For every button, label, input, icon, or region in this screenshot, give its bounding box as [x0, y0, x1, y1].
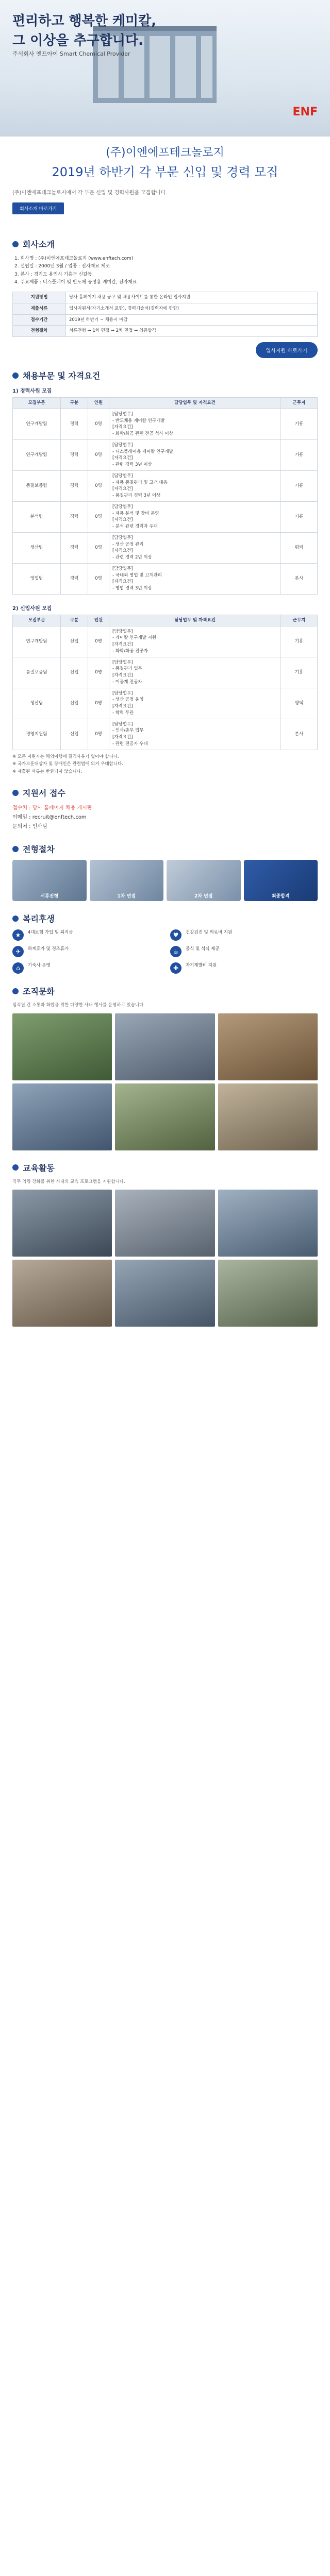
benefit-text: 자기계발비 지원: [186, 963, 217, 968]
table-cell: 0명: [88, 657, 109, 688]
table-cell: 경력: [61, 532, 88, 563]
table-cell: 연구개발팀: [13, 439, 61, 470]
table-cell: [담당업무] - 품질관리 업무 [자격요건] - 이공계 전공자: [109, 657, 281, 688]
company-logo: ENF: [292, 106, 318, 118]
edu-section: [0, 1162, 330, 1327]
benefit-item: [12, 946, 160, 957]
benefit-item: [170, 962, 318, 974]
table-cell: 경력: [61, 501, 88, 532]
culture-photo: [115, 1083, 214, 1150]
contact-title: 지원서 접수: [12, 787, 318, 799]
table-cell: 평택: [281, 532, 318, 563]
table-row: [13, 626, 318, 657]
table-row: 지원방법 당사 홈페이지 채용 공고 및 채용사이트를 통한 온라인 입사지원: [13, 292, 318, 303]
flow-step: 서류전형: [12, 860, 87, 901]
table-cell: 경력: [61, 439, 88, 470]
flow-section: [0, 843, 330, 901]
table-header-row: 모집부문 구분 인원 담당업무 및 자격요건 근무지: [13, 615, 318, 626]
table-row: [13, 563, 318, 594]
table-cell: 0명: [88, 439, 109, 470]
table-cell: 0명: [88, 409, 109, 439]
table-cell: 경력: [61, 470, 88, 501]
req-subtitle-career: 1) 경력사원 모집: [12, 388, 52, 395]
requirements-table-new: [12, 615, 318, 750]
culture-photos: [12, 1013, 318, 1150]
table-cell: [담당업무] - 생산 공정 운영 [자격요건] - 학력 무관: [109, 688, 281, 719]
table-cell: 0명: [88, 563, 109, 594]
bullet-icon: [12, 916, 19, 922]
hero-tagline-2: 그 이상을 추구합니다.: [12, 33, 144, 48]
table-cell: 신입: [61, 626, 88, 657]
table-cell: 신입: [61, 719, 88, 750]
table-cell: 기흥: [281, 626, 318, 657]
table-row: [13, 470, 318, 501]
table-row: [13, 532, 318, 563]
flow-title: 전형절차: [12, 843, 318, 855]
hero-banner: [0, 0, 330, 137]
benefit-item: [170, 946, 318, 957]
culture-photo: [12, 1083, 112, 1150]
table-row: 제출서류 입사지원서(자기소개서 포함), 경력기술서(경력자에 한함): [13, 303, 318, 314]
benefit-icon: ✚: [170, 962, 182, 974]
overview-line: 3. 본사 : 경기도 용인시 기흥구 신갈동: [14, 272, 92, 277]
table-cell: [담당업무] - 제품 품질관리 및 고객 대응 [자격요건] - 품질관리 경력 3년 이상: [109, 470, 281, 501]
table-cell: 신입: [61, 657, 88, 688]
title-block: [0, 137, 330, 180]
overview-section: [0, 238, 330, 358]
bullet-icon: [12, 790, 19, 796]
intro-text: (주)이엔에프테크놀로지에서 각 부문 신입 및 경력사원을 모집합니다.: [12, 190, 168, 196]
table-row: 전형절차 서류전형 → 1차 면접 → 2차 면접 → 최종합격: [13, 326, 318, 337]
benefit-text: 4대보험 가입 및 퇴직금: [28, 930, 73, 935]
table-row: [13, 409, 318, 439]
table-cell: 0명: [88, 501, 109, 532]
hero-tagline-1: 편리하고 행복한 케미칼,: [12, 13, 157, 29]
requirements-title: 채용부문 및 자격요건: [12, 369, 318, 381]
table-cell: 0명: [88, 470, 109, 501]
culture-caption: 임직원 간 소통과 화합을 위한 다양한 사내 행사를 운영하고 있습니다.: [12, 1003, 145, 1008]
benefit-icon: ⌂: [12, 962, 24, 974]
requirements-section: [0, 369, 330, 775]
notes: ※ 모든 지원자는 해외여행에 결격사유가 없어야 합니다. ※ 국가보훈대상자 및 장애인은 관련법에 의거 우대합니다. ※ 제출된 서류는 반환되지 않습니다.: [12, 754, 123, 774]
table-row: [13, 688, 318, 719]
welfare-section: [0, 912, 330, 974]
table-cell: 품질보증팀: [13, 657, 61, 688]
table-cell: 경력: [61, 409, 88, 439]
edu-title: 교육활동: [12, 1162, 318, 1174]
culture-photo: [115, 1013, 214, 1080]
apply-button[interactable]: 입사지원 바로가기: [256, 342, 318, 358]
table-cell: 기흥: [281, 501, 318, 532]
table-cell: 기흥: [281, 470, 318, 501]
overview-list: [14, 255, 318, 286]
hero-sub: 주식회사 엔프아이 Smart Chemical Provider: [12, 50, 130, 57]
edu-photo: [218, 1260, 318, 1327]
edu-photo: [12, 1260, 112, 1327]
requirements-table-career: [12, 397, 318, 595]
culture-photo: [218, 1013, 318, 1080]
benefit-icon: ☕: [170, 946, 182, 957]
table-cell: 연구개발팀: [13, 409, 61, 439]
table-row: [13, 719, 318, 750]
edu-caption: 직무 역량 강화를 위한 사내외 교육 프로그램을 지원합니다.: [12, 1179, 125, 1184]
req-subtitle-new: 2) 신입사원 모집: [12, 605, 52, 612]
benefit-icon: ♥: [170, 929, 182, 941]
edu-photo: [218, 1190, 318, 1257]
benefit-list: [12, 929, 318, 974]
table-header-row: 모집부문 구분 인원 담당업무 및 자격요건 근무지: [13, 398, 318, 409]
bullet-icon: [12, 241, 19, 247]
bullet-icon: [12, 846, 19, 852]
table-cell: 영업팀: [13, 563, 61, 594]
table-cell: 경력: [61, 563, 88, 594]
table-row: 접수기간 2019년 하반기 ~ 채용시 마감: [13, 314, 318, 326]
table-cell: 경영지원팀: [13, 719, 61, 750]
table-cell: [담당업무] - 제품 분석 및 장비 운영 [자격요건] - 분석 관련 경력자 우대: [109, 501, 281, 532]
table-cell: 0명: [88, 532, 109, 563]
table-cell: 본사: [281, 719, 318, 750]
benefit-item: [12, 962, 160, 974]
table-cell: 연구개발팀: [13, 626, 61, 657]
company-name: (주)이엔에프테크놀로지: [106, 146, 224, 159]
culture-title: 조직문화: [12, 985, 318, 997]
table-cell: 기흥: [281, 409, 318, 439]
table-row: [13, 439, 318, 470]
table-cell: 생산팀: [13, 532, 61, 563]
benefit-text: 기숙사 운영: [28, 963, 51, 968]
table-cell: 생산팀: [13, 688, 61, 719]
table-cell: [담당업무] - 반도체용 케미칼 연구개발 [자격요건] - 화학/화공 관련 전공 석사 이상: [109, 409, 281, 439]
overview-line: 2. 설립일 : 2000년 3월 / 업종 : 전자재료 제조: [14, 264, 110, 269]
table-cell: 기흥: [281, 439, 318, 470]
contact-line: 문의처 : 인사팀: [12, 824, 47, 829]
edu-photos: [12, 1190, 318, 1327]
table-cell: 분석팀: [13, 501, 61, 532]
bullet-icon: [12, 988, 19, 994]
flow-step: 2차 면접: [167, 860, 241, 901]
edu-photo: [115, 1190, 214, 1257]
culture-section: [0, 985, 330, 1150]
flow-step: 1차 면접: [90, 860, 164, 901]
contact-email[interactable]: 이메일 : recruit@enftech.com: [12, 815, 87, 820]
benefit-item: [12, 929, 160, 941]
welfare-title: 복리후생: [12, 912, 318, 924]
table-cell: [담당업무] - 생산 공정 관리 [자격요건] - 관련 경력 2년 이상: [109, 532, 281, 563]
culture-photo: [12, 1013, 112, 1080]
table-row: [13, 657, 318, 688]
overview-title: 회사소개: [12, 238, 318, 250]
benefit-text: 하계휴가 및 경조휴가: [28, 946, 69, 952]
benefit-icon: ✈: [12, 946, 24, 957]
flow-step: 최종합격: [244, 860, 318, 901]
benefit-text: 건강검진 및 의료비 지원: [186, 930, 233, 935]
contact-line: 접수처 : 당사 홈페이지 채용 게시판: [12, 805, 92, 811]
company-intro-button[interactable]: 회사소개 바로가기: [12, 202, 64, 214]
table-cell: 평택: [281, 688, 318, 719]
benefit-item: [170, 929, 318, 941]
table-cell: 0명: [88, 719, 109, 750]
benefit-icon: ★: [12, 929, 24, 941]
bullet-icon: [12, 1164, 19, 1171]
edu-photo: [12, 1190, 112, 1257]
overview-line: 1. 회사명 : (주)이엔에프테크놀로지 (www.enftech.com): [14, 256, 134, 261]
table-cell: 기흥: [281, 657, 318, 688]
table-cell: [담당업무] - 인사/총무 업무 [자격요건] - 관련 전공자 우대: [109, 719, 281, 750]
culture-photo: [218, 1083, 318, 1150]
process-table: [12, 292, 318, 337]
table-cell: 본사: [281, 563, 318, 594]
table-cell: 0명: [88, 688, 109, 719]
table-cell: 품질보증팀: [13, 470, 61, 501]
table-cell: 신입: [61, 688, 88, 719]
table-cell: [담당업무] - 디스플레이용 케미칼 연구개발 [자격요건] - 관련 경력 3년 이상: [109, 439, 281, 470]
contact-section: [0, 787, 330, 832]
table-cell: 0명: [88, 626, 109, 657]
flow-steps: [12, 860, 318, 901]
table-cell: [담당업무] - 국내외 영업 및 고객관리 [자격요건] - 영업 경력 3년 이상: [109, 563, 281, 594]
edu-photo: [115, 1260, 214, 1327]
recruit-title: 2019년 하반기 각 부문 신입 및 경력 모집: [52, 165, 278, 179]
bullet-icon: [12, 372, 19, 379]
overview-line: 4. 주요제품 : 디스플레이 및 반도체 공정용 케미칼, 전자재료: [14, 279, 137, 285]
table-cell: [담당업무] - 케미칼 연구개발 지원 [자격요건] - 화학/화공 전공자: [109, 626, 281, 657]
benefit-text: 중식 및 석식 제공: [186, 946, 220, 952]
table-row: [13, 501, 318, 532]
